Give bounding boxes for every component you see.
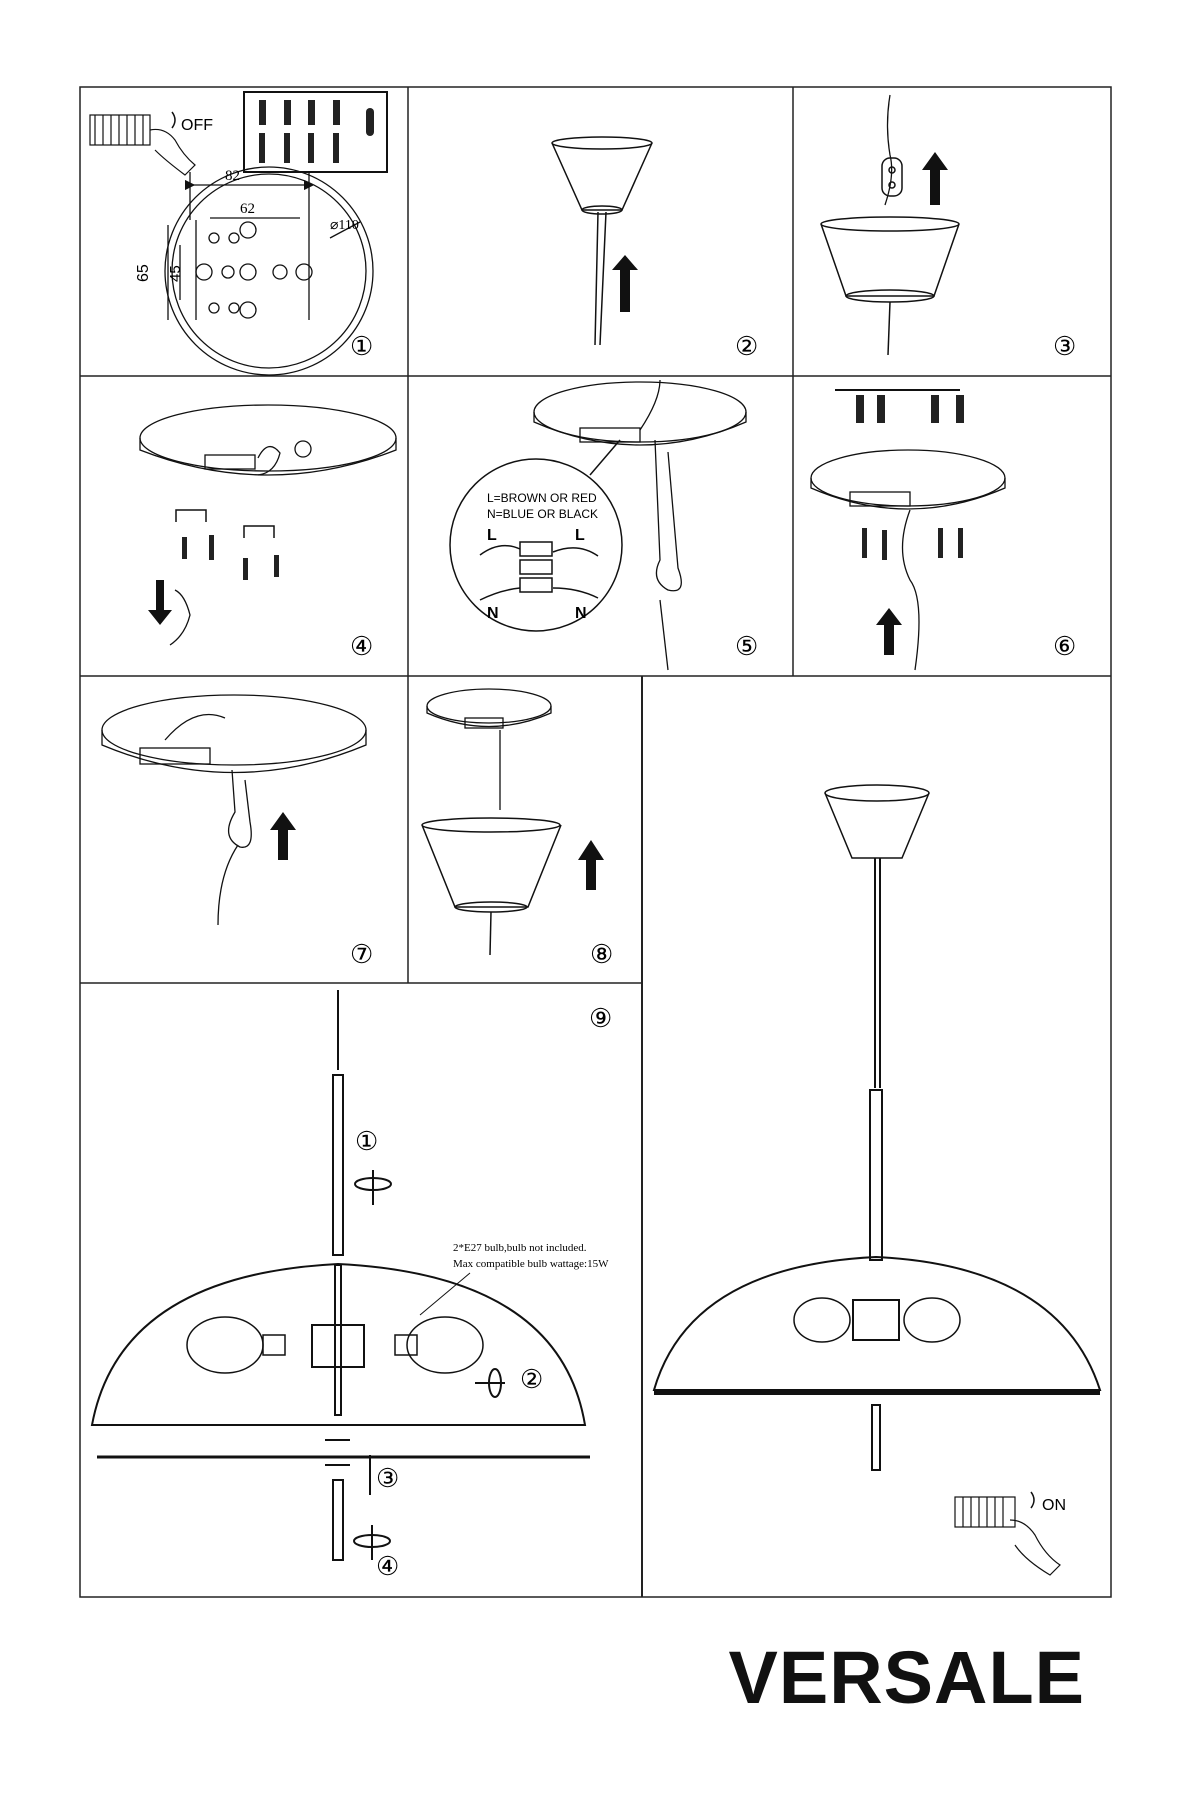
brackets-icon: [176, 510, 274, 538]
panel-number-2: ②: [735, 331, 759, 361]
step-3-label: ③: [376, 1463, 400, 1493]
panel-5: [450, 380, 758, 670]
mounting-plate-icon: [140, 405, 396, 475]
bulb-note-line-2: Max compatible bulb wattage:15W: [453, 1258, 609, 1270]
dim-45: 45: [167, 265, 184, 282]
up-arrow-icon: [922, 152, 948, 205]
dim-65: 65: [135, 264, 152, 282]
panel-number-6: ⑥: [1053, 631, 1077, 661]
wiring-callout: [450, 440, 622, 631]
wire-l-left: L: [487, 527, 497, 544]
dome-shade-icon: [654, 1257, 1100, 1393]
bulb-icon-right: [395, 1317, 483, 1373]
pendant-rod-icon: [333, 990, 343, 1415]
step-4-label: ④: [376, 1551, 400, 1581]
switch-icon: [1031, 1492, 1034, 1508]
step-1-label: ①: [355, 1126, 379, 1156]
callout-line: [420, 1273, 470, 1315]
panel-3: [821, 95, 1076, 361]
dim-82: 82: [225, 168, 240, 184]
panel-number-7: ⑦: [350, 939, 374, 969]
mounting-plate-icon: [534, 380, 746, 670]
step-2-label: ②: [520, 1364, 544, 1394]
panel-6: [811, 390, 1076, 670]
canopy-icon: [825, 785, 929, 858]
wire-n-left: N: [487, 605, 499, 622]
wall-plugs-icon: [856, 395, 964, 423]
mounting-plate-icon: [811, 450, 1005, 670]
bulb-icon-left: [794, 1298, 850, 1342]
panel-number-9: ⑨: [589, 1003, 613, 1033]
wire-n-right: N: [575, 605, 587, 622]
final-panel: [654, 785, 1100, 1575]
pendant-rod-icon: [870, 858, 882, 1470]
panel-8: [422, 689, 613, 969]
rotate-arrow-icon: [354, 1170, 505, 1560]
dim-62: 62: [240, 201, 255, 217]
panel-number-1: ①: [350, 331, 374, 361]
up-arrow-icon: [578, 840, 604, 890]
screws-kit-icon: [244, 92, 387, 172]
bulb-note-line-1: 2*E27 bulb,bulb not included.: [453, 1242, 587, 1254]
bulb-icon-right: [904, 1298, 960, 1342]
panel-2: [552, 137, 758, 361]
up-arrow-icon: [612, 255, 638, 312]
screws-icon: [182, 535, 279, 580]
screws-icon: [862, 528, 963, 560]
dim-110: ⌀110: [330, 218, 359, 233]
panel-number-5: ⑤: [735, 631, 759, 661]
shade-icon: [422, 818, 561, 955]
brand-logo: VERSALE: [728, 1636, 1085, 1719]
up-arrow-icon: [876, 608, 902, 655]
wiring-line-1: L=BROWN OR RED: [487, 491, 597, 505]
wiring-line-2: N=BLUE OR BLACK: [487, 507, 599, 521]
panel-9: [92, 990, 612, 1581]
panel-7: [102, 695, 373, 969]
panel-number-8: ⑧: [590, 939, 614, 969]
mounting-plate-icon: [427, 689, 551, 810]
canopy-plate-diagram: [165, 167, 373, 375]
mounting-plate-icon: [102, 695, 366, 925]
panel-number-3: ③: [1053, 331, 1077, 361]
terminal-block-icon: [90, 115, 195, 175]
switch-off-label: OFF: [181, 117, 213, 134]
panel-4: [140, 405, 396, 661]
screwdriver-hand-icon: [170, 590, 190, 645]
panel-number-4: ④: [350, 631, 374, 661]
up-arrow-icon: [270, 812, 296, 860]
wire-l-right: L: [575, 527, 585, 544]
down-arrow-icon: [148, 580, 172, 625]
canopy-icon: [552, 137, 652, 345]
bulb-icon-left: [187, 1317, 285, 1373]
switch-on-label: ON: [1042, 1497, 1066, 1514]
switch-icon: [172, 112, 175, 128]
panel-1: [90, 92, 387, 375]
shade-icon: [821, 217, 959, 355]
